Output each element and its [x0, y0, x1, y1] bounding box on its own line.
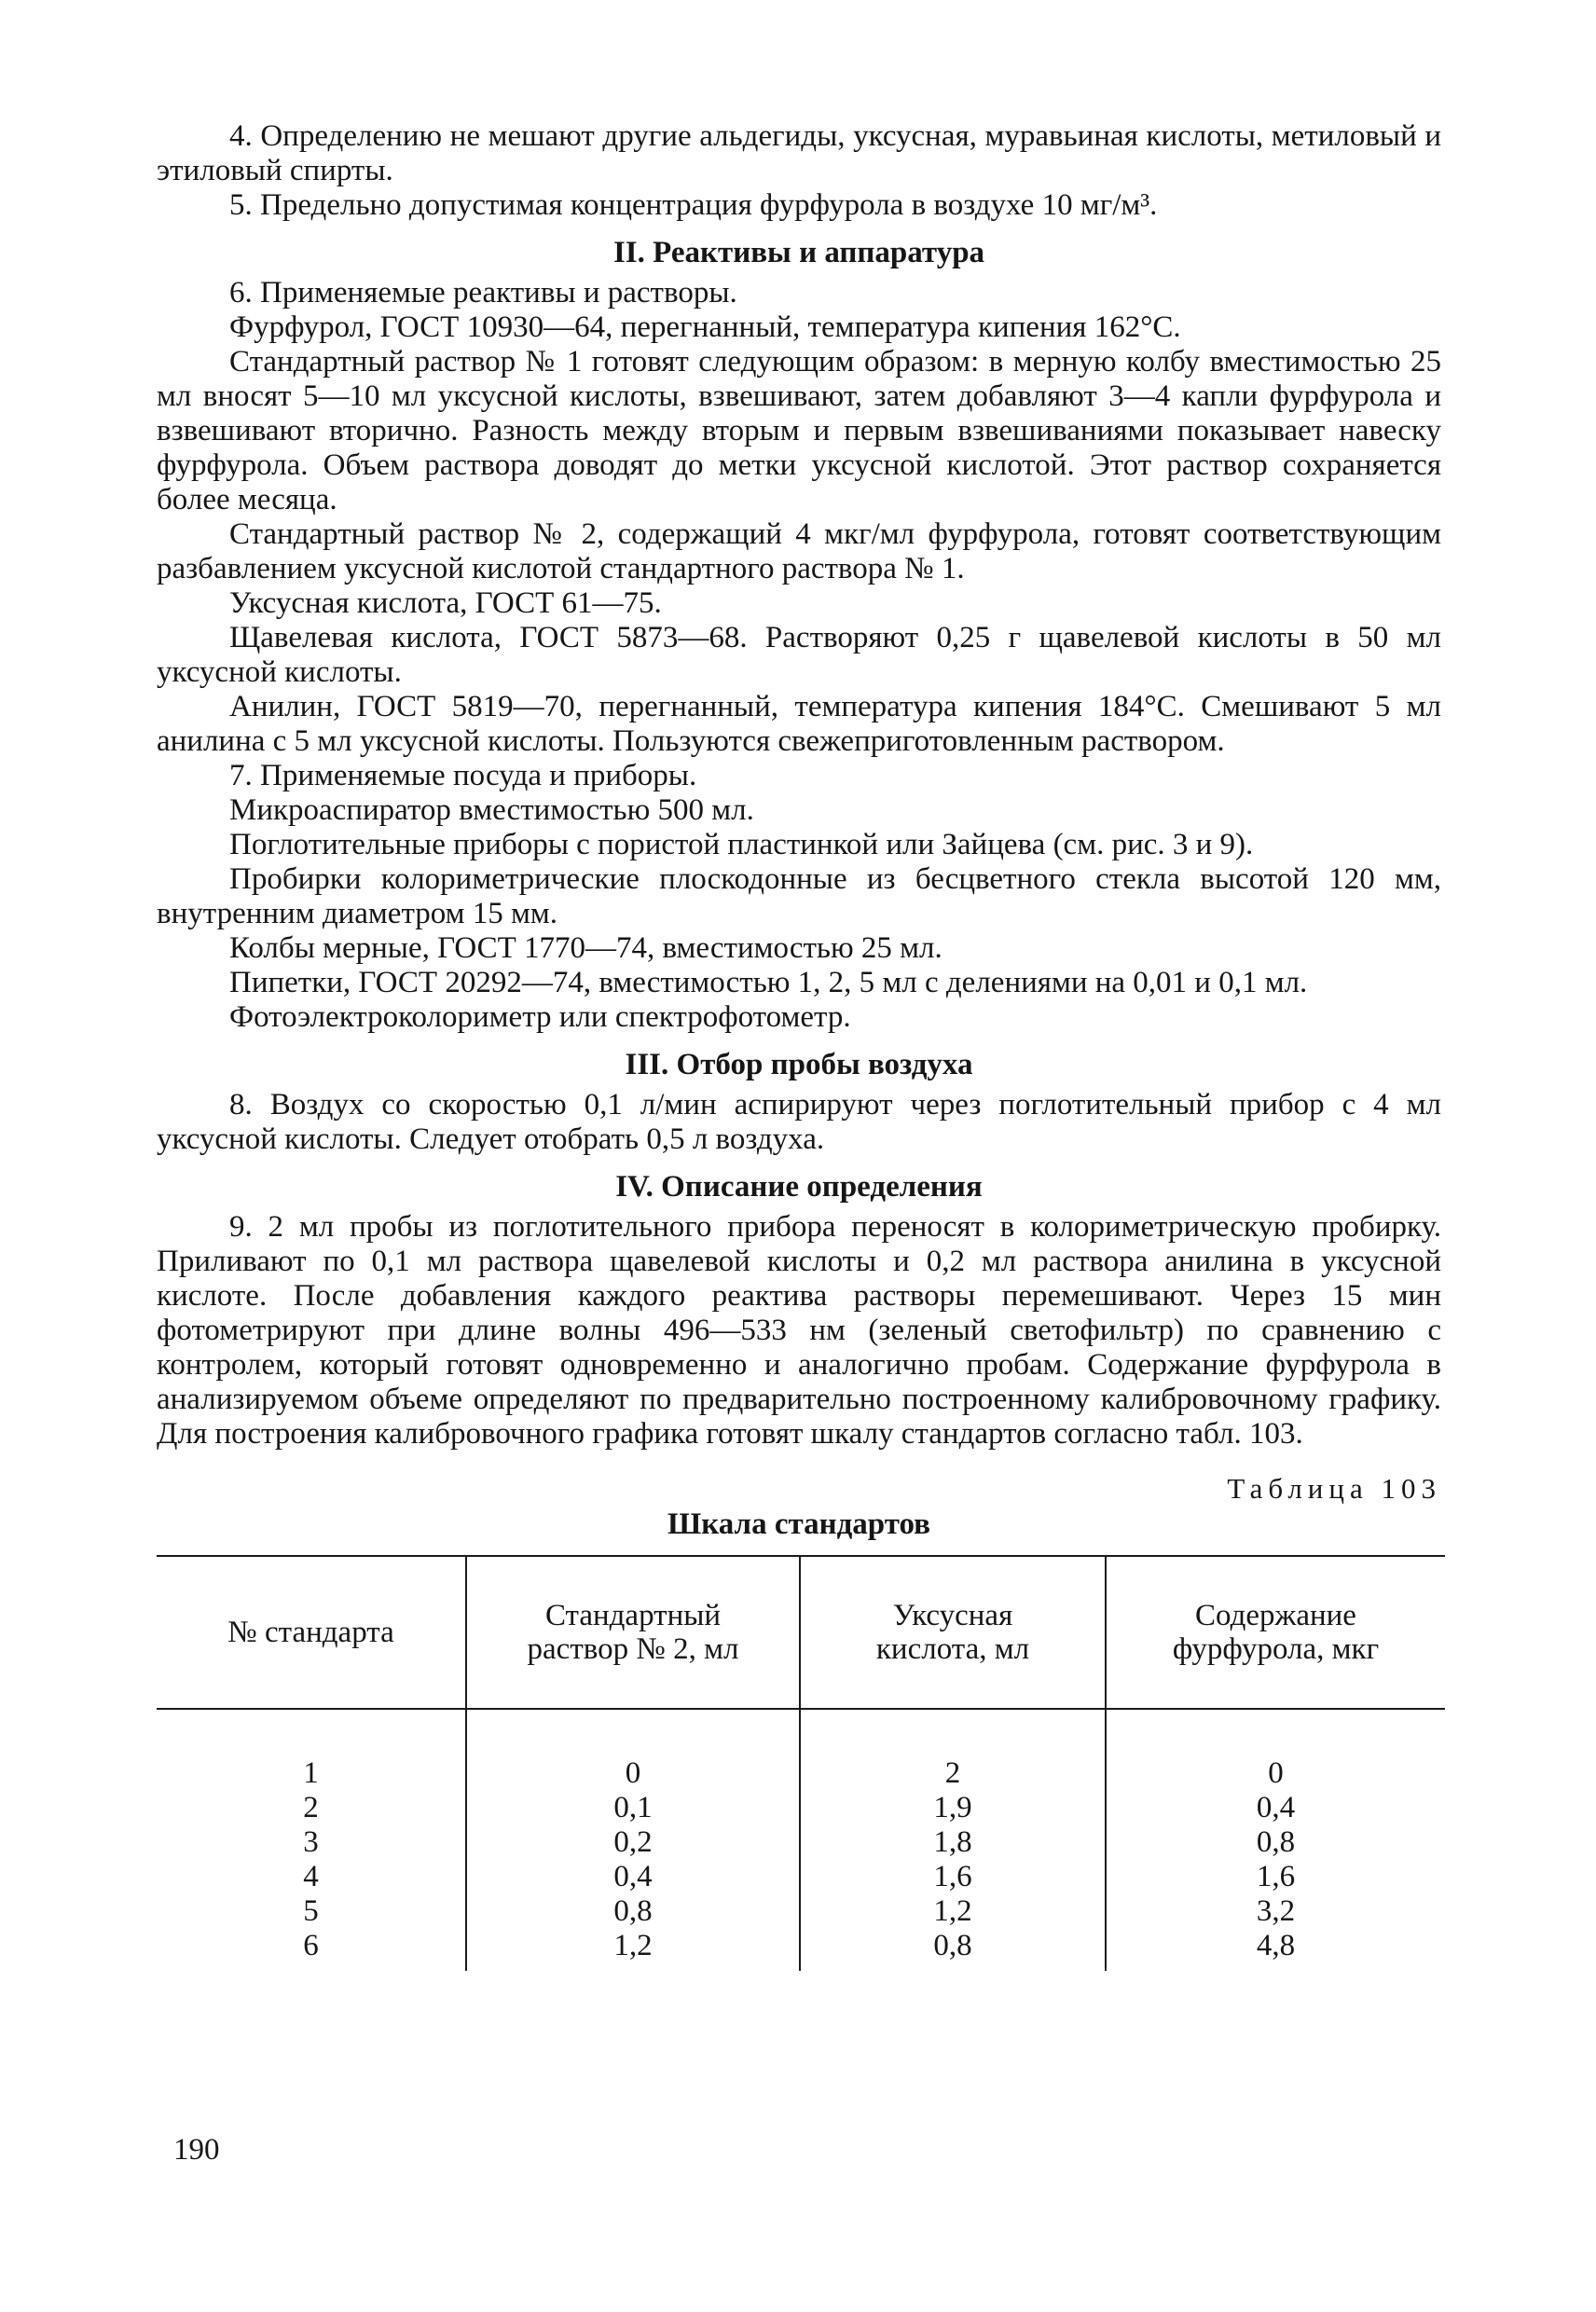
equipment-flasks: Колбы мерные, ГОСТ 1770—74, вместимостью 25 мл. [229, 931, 942, 965]
reagent-oxalic-acid: Щавелевая кислота, ГОСТ 5873—68. Растворяют 0,25 г щавелевой кислоты в 50 мл уксусной кислоты. [157, 621, 1441, 689]
cell-standard-solution: 0,4 [466, 1860, 800, 1894]
header-acetic-acid-text: Уксусная кислота, мл [875, 1599, 1030, 1666]
table-row [157, 1709, 1445, 1791]
paragraph-6: 6. Применяемые реактивы и растворы. [229, 276, 737, 310]
page-number: 190 [173, 2133, 220, 2167]
paragraph-9: 9. 2 мл пробы из поглотительного прибора переносят в колориметрическую пробирку. Приливают по 0,1 мл раствора щавелевой кислоты и 0,2 мл раствора анилина в уксусной кислоте. После добавления каждого реактива растворы перемешивают. Через 15 мин фотометрируют при длине волны 496—533 нм (зеленый светофильтр) по сравнению с контролем, который готовят одновременно и аналогично пробам. Содержание фурфурола в анализируемом объеме определяют по предварительно построенному калибровочному графику. Для построения калибровочного графика готовят шкалу стандартов согласно табл. 103. [157, 1210, 1441, 1451]
cell-acetic-acid: 1,9 [800, 1791, 1106, 1825]
standard-solution-2: Стандартный раствор № 2, содержащий 4 мкг/мл фурфурола, готовят соответствующим разбавлением уксусной кислотой стандартного раствора № 1. [157, 517, 1441, 585]
equipment-photometer: Фотоэлектроколориметр или спектрофотометр. [229, 1000, 851, 1034]
cell-standard-number: 6 [303, 1929, 319, 1962]
equipment-aspirator: Микроаспиратор вместимостью 500 мл. [229, 793, 754, 827]
cell-furfurol-content: 4,8 [1106, 1929, 1445, 1971]
standards-table [157, 1555, 1445, 1971]
paragraph-5: 5. Предельно допустимая концентрация фурфурола в воздухе 10 мг/м³. [229, 188, 1158, 222]
table-row [157, 1860, 1445, 1894]
header-standard-solution-text: Стандартный раствор № 2, мл [527, 1599, 739, 1666]
paragraph-7: 7. Применяемые посуда и приборы. [229, 759, 697, 792]
cell-furfurol-content: 0,8 [1106, 1825, 1445, 1860]
cell-standard-solution: 0,8 [466, 1894, 800, 1929]
reagent-acetic-acid: Уксусная кислота, ГОСТ 61—75. [229, 586, 662, 620]
equipment-tubes: Пробирки колориметрические плоскодонные из бесцветного стекла высотой 120 мм, внутренним диаметром 15 мм. [157, 862, 1441, 930]
cell-furfurol-content: 1,6 [1106, 1860, 1445, 1894]
section-2-heading: II. Реактивы и аппаратура [612, 236, 985, 269]
section-3-heading: III. Отбор пробы воздуха [625, 1048, 973, 1081]
cell-standard-number: 5 [303, 1894, 319, 1928]
table-header-row [157, 1556, 1445, 1709]
header-furfurol-content-text: Содержание фурфурола, мкг [1172, 1599, 1380, 1666]
table-row [157, 1825, 1445, 1860]
cell-acetic-acid: 1,8 [800, 1825, 1106, 1860]
table-title: Шкала стандартов [667, 1507, 930, 1541]
table-row [157, 1929, 1445, 1971]
paragraph-8: 8. Воздух со скоростью 0,1 л/мин аспирируют через поглотительный прибор с 4 мл уксусной кислоты. Следует отобрать 0,5 л воздуха. [157, 1088, 1441, 1156]
table-row [157, 1791, 1445, 1825]
standard-solution-1: Стандартный раствор № 1 готовят следующим образом: в мерную колбу вместимостью 25 мл вносят 5—10 мл уксусной кислоты, взвешивают, затем добавляют 3—4 капли фурфурола и взвешивают вторично. Разность между вторым и первым взвешиваниями показывает навеску фурфурола. Объем раствора доводят до метки уксусной кислотой. Этот раствор сохраняется более месяца. [157, 345, 1441, 516]
table-number: Таблица 103 [1227, 1472, 1441, 1505]
cell-standard-number: 4 [303, 1860, 319, 1893]
table-row [157, 1894, 1445, 1929]
cell-acetic-acid: 2 [800, 1709, 1106, 1791]
cell-standard-number: 2 [303, 1791, 319, 1824]
cell-acetic-acid: 1,2 [800, 1894, 1106, 1929]
equipment-pipettes: Пипетки, ГОСТ 20292—74, вместимостью 1, 2, 5 мл с делениями на 0,01 и 0,1 мл. [229, 966, 1308, 999]
cell-standard-number: 3 [303, 1825, 319, 1859]
cell-standard-solution: 0,1 [466, 1791, 800, 1825]
reagent-aniline: Анилин, ГОСТ 5819—70, перегнанный, температура кипения 184°С. Смешивают 5 мл анилина с 5 мл уксусной кислоты. Пользуются свежеприготовленным раствором. [157, 690, 1441, 758]
cell-standard-solution: 1,2 [466, 1929, 800, 1971]
paragraph-4: 4. Определению не мешают другие альдегиды, уксусная, муравьиная кислоты, метиловый и этиловый спирты. [157, 119, 1441, 187]
section-4-heading: IV. Описание определения [615, 1170, 983, 1204]
header-furfurol-content [1106, 1556, 1445, 1709]
cell-standard-solution: 0 [466, 1709, 800, 1791]
header-acetic-acid [800, 1556, 1106, 1709]
reagent-furfurol: Фурфурол, ГОСТ 10930—64, перегнанный, температура кипения 162°С. [229, 310, 1181, 344]
cell-acetic-acid: 0,8 [800, 1929, 1106, 1971]
equipment-absorbers: Поглотительные приборы с пористой пластинкой или Зайцева (см. рис. 3 и 9). [229, 828, 1254, 861]
cell-furfurol-content: 0 [1106, 1709, 1445, 1791]
header-standard-number: № стандарта [157, 1556, 466, 1709]
cell-acetic-acid: 1,6 [800, 1860, 1106, 1894]
cell-standard-number: 1 [303, 1756, 319, 1790]
header-standard-solution [466, 1556, 800, 1709]
cell-standard-solution: 0,2 [466, 1825, 800, 1860]
page-content [157, 119, 1441, 1971]
cell-furfurol-content: 3,2 [1106, 1894, 1445, 1929]
cell-furfurol-content: 0,4 [1106, 1791, 1445, 1825]
